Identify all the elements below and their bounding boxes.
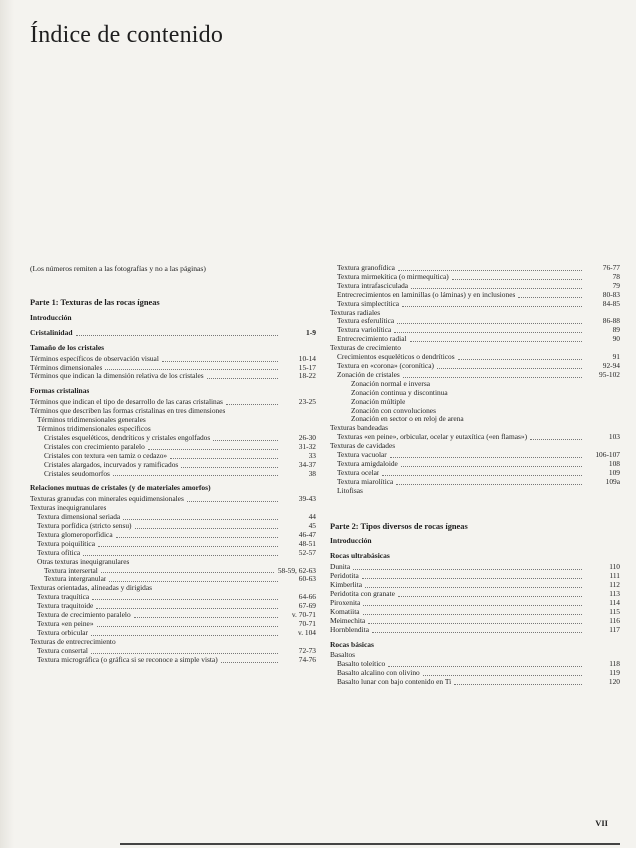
toc-entry-title: Textura dimensional seriada xyxy=(37,513,121,522)
toc-entry xyxy=(30,540,316,549)
toc-entry xyxy=(330,300,620,309)
toc-section-heading xyxy=(30,387,316,396)
toc-entry xyxy=(30,620,316,629)
toc-entry xyxy=(330,415,620,424)
toc-entry-title: Crecimientos esqueléticos o dendríticos xyxy=(337,353,455,362)
toc-entry-title: Basalto alcalino con olivino xyxy=(337,669,420,678)
photo-note: (Los números remiten a las fotografías y no a las páginas) xyxy=(30,264,206,273)
toc-entry-page: 109a xyxy=(605,476,620,486)
toc-entry-page: 114 xyxy=(609,597,620,607)
page-edge-shadow xyxy=(0,0,14,848)
dot-leader xyxy=(397,323,582,324)
toc-entry xyxy=(30,656,316,665)
toc-entry xyxy=(330,660,620,669)
dot-leader xyxy=(410,341,582,342)
dot-leader xyxy=(423,675,582,676)
dot-leader xyxy=(401,466,582,467)
toc-entry xyxy=(30,443,316,452)
toc-entry-title: Texturas radiales xyxy=(330,308,381,317)
toc-entry xyxy=(30,567,316,576)
toc-entry xyxy=(330,407,620,416)
toc-entry-title: Dunita xyxy=(330,563,351,572)
toc-entry xyxy=(30,434,316,443)
dot-leader xyxy=(372,632,582,633)
toc-entry-title: Textura en «corona» (coronítica) xyxy=(337,361,434,370)
toc-entry-title: Meimechita xyxy=(330,616,366,625)
dot-leader xyxy=(437,368,582,369)
toc-entry xyxy=(330,590,620,599)
dot-leader xyxy=(109,581,278,582)
toc-entry xyxy=(330,317,620,326)
toc-entry xyxy=(30,522,316,531)
toc-entry-page: 115 xyxy=(609,606,620,616)
dot-leader xyxy=(123,519,278,520)
toc-entry-title: Texturas de crecimiento xyxy=(330,344,401,353)
toc-entry-page: 116 xyxy=(609,615,620,625)
toc-entry xyxy=(30,558,316,567)
toc-entry-title: Peridotita xyxy=(330,572,359,581)
toc-entry-title: Términos tridimensionales generales xyxy=(37,416,146,425)
toc-entry-title: Textura «en peine» xyxy=(37,620,94,628)
dot-leader xyxy=(226,404,278,405)
toc-entry-page: 10-14 xyxy=(298,353,316,363)
toc-entry-title: Texturas inequigranulares xyxy=(30,504,107,513)
toc-entry xyxy=(30,416,316,425)
toc-entry-title: Textura porfídica (stricto sensu) xyxy=(37,522,132,531)
toc-entry-title: Textura mirmekítica (o mirmequítica) xyxy=(337,272,449,281)
toc-entry-page: 33 xyxy=(308,450,316,460)
toc-entry-page: 95-102 xyxy=(599,369,620,379)
toc-entry-title: Textura traquitoide xyxy=(37,602,94,611)
toc-entry xyxy=(330,608,620,617)
toc-entry xyxy=(30,355,316,364)
toc-entry-title: Basalto toleítico xyxy=(337,660,386,669)
toc-entry xyxy=(30,407,316,416)
toc-entry-title: Términos tridimensionales específicos xyxy=(37,424,151,433)
dot-leader xyxy=(113,475,278,476)
toc-entry-title: Textura micrográfica (o gráfica si se reconoce a simple vista) xyxy=(37,655,218,664)
toc-entry-title: Introducción xyxy=(30,313,72,322)
toc-entry-title: Cristales esqueléticos, dendríticos y cristales engolfados xyxy=(44,433,211,442)
dot-leader xyxy=(396,484,582,485)
toc-entry-title: Otras texturas inequigranulares xyxy=(37,557,130,566)
toc-entry-title: Textura intersertal xyxy=(44,566,98,575)
toc-entry-title: Formas cristalinas xyxy=(30,387,90,396)
toc-entry xyxy=(330,572,620,581)
toc-entry xyxy=(330,617,620,626)
toc-entry xyxy=(330,460,620,469)
dot-leader xyxy=(116,537,278,538)
toc-entry-title: Textura intergranular xyxy=(44,575,107,584)
dot-leader xyxy=(398,270,582,271)
toc-entry-title: Textura granofídica xyxy=(337,264,395,272)
toc-entry xyxy=(30,513,316,522)
toc-entry-title: Basalto lunar con bajo contenido en Ti xyxy=(337,678,452,687)
page-bottom-edge xyxy=(120,843,620,845)
toc-entry xyxy=(330,344,620,353)
dot-leader xyxy=(221,662,278,663)
toc-entry xyxy=(330,389,620,398)
dot-leader xyxy=(518,297,582,298)
toc-entry xyxy=(30,531,316,540)
dot-leader xyxy=(83,555,278,556)
dot-leader xyxy=(403,377,582,378)
toc-entry-page: 64-66 xyxy=(298,592,316,602)
toc-entry xyxy=(330,563,620,572)
toc-entry-title: Texturas de cavidades xyxy=(330,442,396,451)
dot-leader xyxy=(368,623,582,624)
toc-entry-title: Textura ocelar xyxy=(337,468,380,477)
toc-entry xyxy=(330,353,620,362)
toc-entry xyxy=(30,638,316,647)
toc-entry xyxy=(330,478,620,487)
dot-leader xyxy=(398,596,582,597)
toc-section-heading xyxy=(330,537,620,546)
toc-entry xyxy=(30,364,316,373)
toc-entry-page: 45 xyxy=(308,521,316,531)
toc-entry-title: Textura consertal xyxy=(37,646,88,655)
toc-entry xyxy=(30,504,316,513)
toc-entry-title: Texturas orientadas, alineadas y dirigidas xyxy=(30,584,153,593)
toc-entry xyxy=(30,647,316,656)
toc-entry-title: Textura glomeroporfídica xyxy=(37,530,113,539)
dot-leader xyxy=(365,587,582,588)
toc-entry-page: 118 xyxy=(609,659,620,669)
toc-entry-page: 48-51 xyxy=(298,538,316,548)
dot-leader xyxy=(97,626,278,627)
toc-entry-page: 67-69 xyxy=(298,601,316,611)
toc-entry-title: Texturas de entrecrecimiento xyxy=(30,637,116,646)
toc-entry-page: 111 xyxy=(609,571,620,581)
dot-leader xyxy=(92,599,278,600)
toc-entry xyxy=(330,326,620,335)
dot-leader xyxy=(353,569,582,570)
toc-entry-page: 76-77 xyxy=(602,263,620,272)
toc-section-heading xyxy=(330,552,620,561)
dot-leader xyxy=(363,614,582,615)
toc-entry-title: Textura miarolítica xyxy=(337,477,394,486)
toc-entry-page: 120 xyxy=(608,677,620,687)
toc-entry-page: 113 xyxy=(609,589,620,598)
toc-entry-page: 112 xyxy=(609,580,620,590)
toc-section-heading xyxy=(30,329,316,338)
toc-entry-title: Cristalinidad xyxy=(30,328,73,337)
toc-entry xyxy=(30,602,316,611)
toc-entry-title: Rocas ultrabásicas xyxy=(330,552,390,561)
toc-entry-page: 119 xyxy=(609,668,620,678)
toc-entry-title: Términos que describen las formas cristalinas en tres dimensiones xyxy=(30,407,226,416)
toc-column-left xyxy=(30,290,316,665)
dot-leader xyxy=(530,439,582,440)
toc-entry-page: 70-71 xyxy=(298,619,316,628)
toc-entry xyxy=(30,452,316,461)
toc-entry-page: 78 xyxy=(612,271,620,281)
dot-leader xyxy=(76,335,278,336)
toc-entry-title: Introducción xyxy=(330,537,372,546)
toc-entry xyxy=(330,362,620,371)
toc-entry-page: 86-88 xyxy=(602,316,620,326)
toc-entry-page: 92-94 xyxy=(602,360,620,370)
toc-entry-page: 38 xyxy=(308,468,316,478)
dot-leader xyxy=(402,306,582,307)
dot-leader xyxy=(181,467,278,468)
toc-entry-title: Textura simplectítica xyxy=(337,299,400,308)
toc-entry-title: Cristales alargados, incurvados y ramificados xyxy=(44,460,179,469)
toc-entry xyxy=(330,282,620,291)
dot-leader xyxy=(187,501,278,502)
toc-part-heading: Parte 1: Texturas de las rocas ígneas xyxy=(30,298,160,307)
toc-entry-page: 106-107 xyxy=(595,450,620,460)
toc-entry-page: 90 xyxy=(612,334,620,344)
dot-leader xyxy=(411,288,582,289)
dot-leader xyxy=(96,608,278,609)
toc-entry-page: 15-17 xyxy=(298,362,316,372)
toc-entry-title: Cristales seudomorfos xyxy=(44,469,110,478)
toc-entry-title: Cristales con crecimiento paralelo xyxy=(44,442,145,451)
toc-entry xyxy=(330,424,620,433)
toc-entry-title: Texturas granudas con minerales equidimensionales xyxy=(30,495,184,504)
toc-entry-title: Textura amigdaloide xyxy=(337,459,398,468)
toc-entry-page: 23-25 xyxy=(298,397,316,407)
toc-entry-title: Términos que indican la dimensión relativa de los cristales xyxy=(30,372,204,381)
dot-leader xyxy=(390,457,582,458)
toc-entry-title: Basaltos xyxy=(330,651,356,660)
dot-leader xyxy=(91,635,278,636)
toc-entry-page: 109 xyxy=(608,467,620,477)
toc-entry xyxy=(30,425,316,434)
toc-entry-page: 103 xyxy=(608,432,620,442)
toc-entry-title: Tamaño de los cristales xyxy=(30,343,105,352)
toc-entry-title: Textura intrafasciculada xyxy=(337,281,409,290)
dot-leader xyxy=(162,361,278,362)
toc-entry xyxy=(30,495,316,504)
toc-entry-title: Textura poiquilítica xyxy=(37,539,95,548)
section-spacer xyxy=(330,496,620,514)
dot-leader xyxy=(101,572,274,573)
toc-section-heading xyxy=(330,641,620,650)
dot-leader xyxy=(452,279,582,280)
toc-entry-title: Textura orbicular xyxy=(37,628,88,637)
dot-leader xyxy=(105,369,278,370)
toc-entry-title: Términos dimensionales xyxy=(30,363,103,372)
toc-entry-page: 1-9 xyxy=(306,327,316,337)
toc-entry-title: Textura de crecimiento paralelo xyxy=(37,611,131,620)
toc-entry-title: Komatiita xyxy=(330,607,360,616)
toc-section-heading xyxy=(30,314,316,323)
toc-entry xyxy=(30,584,316,593)
toc-entry xyxy=(30,461,316,470)
dot-leader xyxy=(148,449,278,450)
dot-leader xyxy=(91,653,278,654)
toc-entry xyxy=(330,487,620,496)
dot-leader xyxy=(382,475,582,476)
toc-section-heading xyxy=(30,344,316,353)
toc-part-heading: Parte 2: Tipos diversos de rocas ígneas xyxy=(330,521,468,531)
toc-entry-page: 117 xyxy=(609,624,620,634)
dot-leader xyxy=(207,378,278,379)
toc-entry xyxy=(330,380,620,389)
dot-leader xyxy=(388,666,582,667)
toc-entry-page: 89 xyxy=(612,325,620,335)
toc-entry-page: 39-43 xyxy=(298,494,316,504)
toc-section-heading xyxy=(30,484,316,493)
toc-entry-page: 84-85 xyxy=(602,298,620,308)
toc-entry xyxy=(330,669,620,678)
toc-entry xyxy=(330,371,620,380)
toc-entry xyxy=(330,433,620,442)
toc-entry-page: 60-63 xyxy=(298,574,316,584)
toc-entry-page: 58-59, 62-63 xyxy=(277,565,316,575)
toc-entry-title: Texturas «en peine», orbicular, ocelar y eutaxítica («en flamas») xyxy=(337,433,528,442)
toc-entry xyxy=(30,611,316,620)
toc-entry xyxy=(30,549,316,558)
toc-column-right xyxy=(330,264,620,687)
toc-entry-title: Textura vacuolar xyxy=(337,451,387,460)
toc-entry-title: Términos específicos de observación visual xyxy=(30,354,159,363)
toc-entry-title: Zonación con convoluciones xyxy=(351,406,436,415)
toc-entry xyxy=(30,629,316,638)
toc-entry-title: Hornblendita xyxy=(330,625,369,634)
toc-entry xyxy=(330,469,620,478)
toc-entry-page: 79 xyxy=(612,280,620,290)
toc-entry-page: 34-37 xyxy=(298,459,316,469)
toc-entry-page: v. 104 xyxy=(298,627,316,637)
dot-leader xyxy=(363,605,582,606)
toc-entry xyxy=(30,372,316,381)
toc-entry-page: 72-73 xyxy=(298,645,316,655)
toc-entry xyxy=(330,626,620,635)
toc-entry-page: 46-47 xyxy=(298,529,316,539)
toc-entry xyxy=(330,451,620,460)
dot-leader xyxy=(213,440,278,441)
toc-entry xyxy=(330,678,620,687)
toc-entry-title: Entrecrecimiento radial xyxy=(337,335,407,344)
toc-entry-title: Textura variolítica xyxy=(337,326,392,335)
toc-entry-title: Cristales con textura «en tamiz o cedazo» xyxy=(44,451,168,460)
toc-entry xyxy=(330,273,620,282)
dot-leader xyxy=(362,578,582,579)
toc-entry xyxy=(30,470,316,479)
toc-entry xyxy=(330,599,620,608)
toc-entry xyxy=(330,581,620,590)
toc-entry-title: Litofisas xyxy=(337,486,363,495)
toc-entry-title: Zonación continua y discontinua xyxy=(351,388,448,397)
toc-entry xyxy=(30,593,316,602)
toc-entry-title: Kimberlita xyxy=(330,581,363,590)
toc-entry-page: 80-83 xyxy=(602,289,620,299)
toc-entry-page: 108 xyxy=(608,458,620,468)
toc-entry-title: Piroxenita xyxy=(330,598,361,607)
toc-entry xyxy=(330,398,620,407)
page-number: VII xyxy=(595,818,608,828)
toc-entry-page: 26-30 xyxy=(298,432,316,442)
toc-entry-page: 44 xyxy=(308,512,316,522)
toc-entry-title: Zonación múltiple xyxy=(351,397,406,406)
toc-entry-page: 74-76 xyxy=(298,654,316,664)
toc-entry xyxy=(330,651,620,660)
toc-entry-title: Rocas básicas xyxy=(330,640,374,649)
toc-entry-title: Texturas bandeadas xyxy=(330,424,388,433)
toc-entry-title: Términos que indican el tipo de desarrollo de las caras cristalinas xyxy=(30,398,223,407)
dot-leader xyxy=(98,546,278,547)
toc-entry xyxy=(330,335,620,344)
toc-entry-page: 52-57 xyxy=(298,547,316,557)
toc-entry-title: Textura ofítica xyxy=(37,548,81,557)
toc-entry-page: 110 xyxy=(609,562,620,572)
toc-entry-title: Textura traquítica xyxy=(37,593,90,602)
toc-entry xyxy=(30,575,316,584)
dot-leader xyxy=(454,684,582,685)
toc-entry xyxy=(330,264,620,273)
toc-entry-title: Entrecrecimientos en laminillas (o láminas) y en inclusiones xyxy=(337,290,516,299)
toc-entry-page: 91 xyxy=(612,352,620,362)
toc-entry-title: Zonación en sector o en reloj de arena xyxy=(351,415,464,424)
dot-leader xyxy=(170,458,278,459)
toc-entry-title: Peridotita con granate xyxy=(330,590,395,598)
toc-entry-title: Zonación normal e inversa xyxy=(351,379,431,388)
dot-leader xyxy=(394,332,582,333)
toc-entry-title: Relaciones mutuas de cristales (y de materiales amorfos) xyxy=(30,484,211,493)
page-title: Índice de contenido xyxy=(30,22,224,48)
toc-entry xyxy=(330,442,620,451)
toc-entry xyxy=(30,398,316,407)
toc-entry-title: Zonación de cristales xyxy=(337,370,400,379)
toc-entry-page: 18-22 xyxy=(298,371,316,381)
dot-leader xyxy=(135,528,278,529)
toc-entry-title: Textura esferulítica xyxy=(337,317,395,326)
dot-leader xyxy=(458,359,582,360)
dot-leader xyxy=(134,617,278,618)
toc-entry-page: v. 70-71 xyxy=(291,610,316,620)
toc-entry xyxy=(330,309,620,318)
toc-entry xyxy=(330,291,620,300)
toc-entry-page: 31-32 xyxy=(298,441,316,451)
